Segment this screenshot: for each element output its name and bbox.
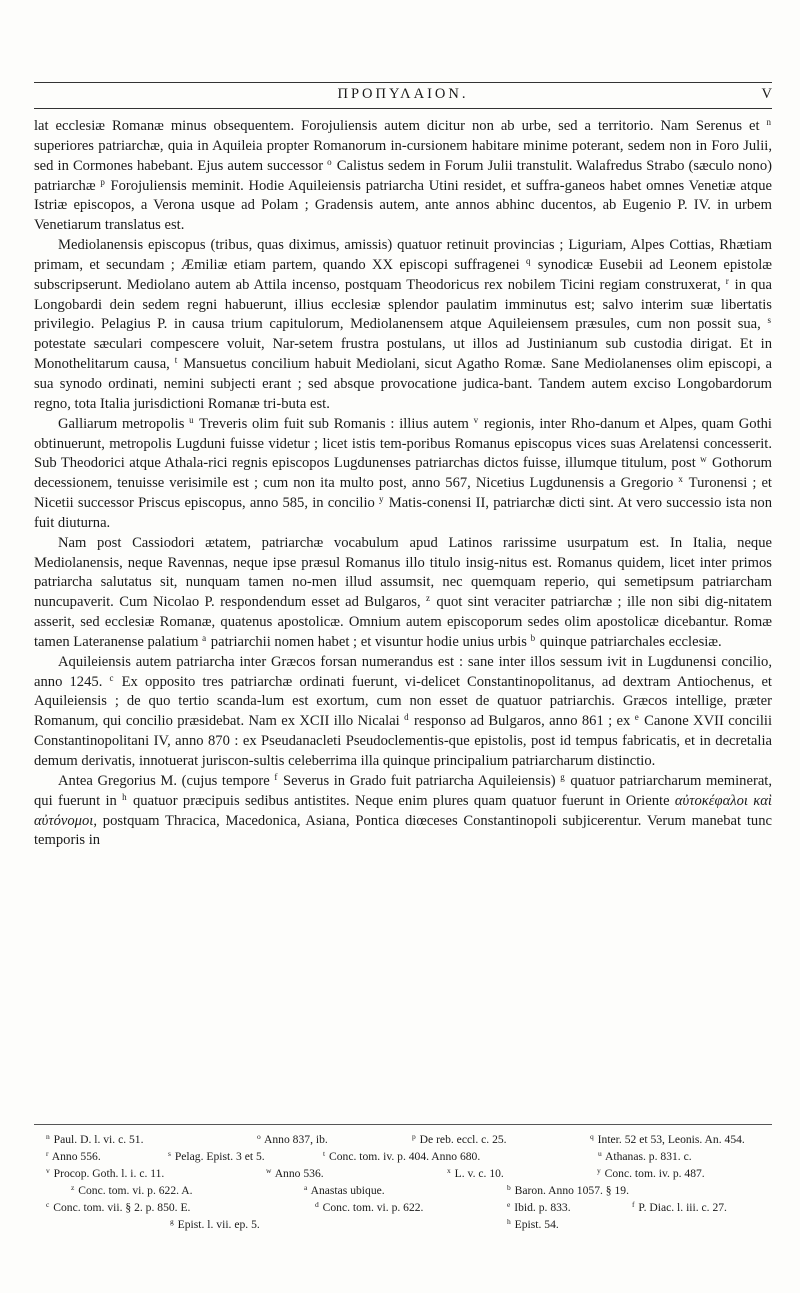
footnote: $^f$ P. Diac. l. iii. c. 27. xyxy=(632,1200,727,1214)
text-run: Aquileiensis autem patriarcha inter Græcos forsan numerandus est : sane inter illos sessum ivit in Lugdunensi concilio, anno 1245. xyxy=(34,653,772,690)
footnote: $^r$ Anno 556. xyxy=(46,1149,101,1163)
footnote: $^s$ Pelag. Epist. 3 et 5. xyxy=(168,1149,265,1163)
footnotes xyxy=(34,1131,772,1233)
paragraph xyxy=(34,534,772,653)
footnote-row xyxy=(34,1216,772,1233)
paragraph xyxy=(34,236,772,415)
footnote: $^g$ Epist. l. vii. ep. 5. xyxy=(170,1217,260,1231)
footnote: $^p$ De reb. eccl. c. 25. xyxy=(412,1132,507,1146)
footnote-marker: a xyxy=(202,632,207,643)
text-run: Antea Gregorius M. (cujus tempore xyxy=(58,772,275,789)
text-run: Severus in Grado fuit patriarcha Aquileiensis) xyxy=(278,772,561,789)
text-run: patriarchii nomen habet ; et visuntur hodie unius urbis xyxy=(207,633,531,650)
text-run: lat ecclesiæ Romanæ minus obsequentem. Forojuliensis autem dicitur non ab urbe, sed a territorio. Nam Serenus et xyxy=(34,118,767,134)
footnote: $^t$ Conc. tom. iv. p. 404. Anno 680. xyxy=(323,1149,481,1163)
header-rule xyxy=(34,108,772,109)
footnote: $^x$ L. v. c. 10. xyxy=(447,1166,504,1180)
text-run: in qua Longobardi dein sedem regni habuerunt, illius ecclesiæ splendor paulatim imminutus est; salvo interim suæ libertatis privilegio. Pelagius P. in causa trium capitulorum, Mediolanensem atque Aquileiensem præsules, cum non possit sua, xyxy=(34,276,772,333)
greek-phrase: αὐτοκέφαλοι καὶ αὐτόνομοι xyxy=(34,792,772,829)
text-run: quot sint veraciter patriarchæ ; ille non sibi dig-nitatem asserit, sed ecclesiæ Romanæ, quatenus apostolicæ. Omnium autem episcoporum sedes olim apostolicæ dicebantur. Romæ tamen Lateranense palatium xyxy=(34,594,772,650)
text-run: quinque patriarchales ecclesiæ. xyxy=(536,633,722,650)
text-run: Mansuetus concilium habuit Mediolani, sicut Agatho Romæ. Sane Mediolanenses olim episcopi, a sua synodo ordinati, nemini subjecti erant ; sed absque provocatione judica-bant. Tandem autem exciso Longobardorum regno, tota Italia jurisdictioni Romanæ tri-buta est. xyxy=(34,356,773,412)
footnote: $^h$ Epist. 54. xyxy=(507,1217,559,1231)
footnote: $^w$ Anno 536. xyxy=(266,1166,324,1180)
paragraph xyxy=(34,653,772,772)
footnote-marker: s xyxy=(767,315,771,326)
text-run: Gothorum decessionem, tenuisse verisimile est ; cum non ita multo post, anno 567, Nicetius Lugdunensis a Gregorio xyxy=(34,455,772,492)
footnote-marker: d xyxy=(404,712,409,723)
footnote-marker: w xyxy=(700,454,707,465)
text-run: responso ad Bulgaros, anno 861 ; ex xyxy=(409,713,635,730)
main-text xyxy=(34,117,772,851)
footnote-marker: r xyxy=(725,275,729,286)
footnote-rule xyxy=(34,1124,772,1125)
footnote: $^q$ Inter. 52 et 53, Leonis. An. 454. xyxy=(590,1132,745,1146)
running-header xyxy=(34,86,772,108)
footnote-marker: p xyxy=(100,176,105,187)
footnote-marker: v xyxy=(473,414,479,425)
text-run: potestate sæculari compescere voluit, Nar-setem frustra postulans, ut illos ad Justinianum sub custodia dirigat. Et in Monothelitarum causa, xyxy=(34,336,772,373)
footnote-row xyxy=(34,1182,772,1199)
text-run: Matis-conensi II, patriarchæ dicti sint. At vero successio ista non fuit diuturna. xyxy=(34,495,772,531)
footnote-marker: t xyxy=(174,355,178,366)
footnote: $^e$ Ibid. p. 833. xyxy=(507,1200,571,1214)
footnote-row xyxy=(34,1131,772,1148)
footnote-marker: x xyxy=(678,474,683,485)
text-run: regionis, inter Rho-danum et Alpes, quam Gothi obtinuerunt, metropolis Lugduni fuisse videtur ; licet istis tem-poribus Romanus episcopus vices suas Arelatensi concesserit. Sub Theodorici atque Athala-rici regnis episcopos Lugdunenses patriarchas dictos fuisse, illumque titulum, post xyxy=(34,415,772,472)
footnote-marker: u xyxy=(189,414,194,425)
paragraph xyxy=(34,117,772,236)
footnote-marker: z xyxy=(426,593,430,604)
footnote: $^z$ Conc. tom. vi. p. 622. A. xyxy=(71,1183,193,1197)
footnote: $^b$ Baron. Anno 1057. § 19. xyxy=(507,1183,629,1197)
footnote-marker: f xyxy=(274,771,278,782)
footnote-row xyxy=(34,1199,772,1216)
text-run: Turonensi ; et Nicetii successor Priscus episcopus, anno 585, in concilio xyxy=(34,475,772,512)
page-number: V xyxy=(761,86,772,102)
footnote: $^y$ Conc. tom. iv. p. 487. xyxy=(597,1166,705,1180)
text-run: , postquam Thracica, Macedonica, Asiana, Pontica diœceses Constantinopoli subjicerentur. Verum manebat tunc temporis in xyxy=(34,812,772,849)
text-run: Treveris olim fuit sub Romanis : illius autem xyxy=(194,415,474,432)
text-run: Nam post Cassiodori ætatem, patriarchæ vocabulum apud Latinos rarissime usurpatum est. In Italia, neque Mediolanensis, neque Ravennas, neque ipse præsul Romanus illo titulo insig-nitus est. Romanus quidem, licet inter primos patriarcha salutatus sit, nunquam tamen no-men illud assumsit, nec quemquam reperio, qui semetipsum patriarcham nuncupaverit. Cum Nicolao P. respondendum esset ad Bulgaros, xyxy=(34,534,772,611)
paragraph xyxy=(34,415,772,534)
text-run: Galliarum metropolis xyxy=(58,415,190,432)
footnote-marker: o xyxy=(327,156,332,167)
text-run: Forojuliensis meminit. Hodie Aquileiensis patriarcha Utini residet, et suffra-ganeos habet omnes Venetiæ atque Istriæ episcopos, a Verona usque ad Polam ; Gradensis autem, ante annos abhinc ducentos, ab Eugenio P. IV. in urbem Venetiarum translatus est. xyxy=(34,177,772,234)
footnote: $^d$ Conc. tom. vi. p. 622. xyxy=(315,1200,424,1214)
footnote-marker: q xyxy=(525,255,531,266)
footnote: $^c$ Conc. tom. vii. § 2. p. 850. E. xyxy=(46,1200,191,1214)
footnote-row xyxy=(34,1165,772,1182)
footnote-marker: c xyxy=(109,672,114,683)
footnote-marker: y xyxy=(379,494,384,505)
footnote-marker: h xyxy=(122,791,127,802)
text-run: quatuor præcipuis sedibus antistites. Neque enim plures quam quatuor fuerunt in Oriente xyxy=(127,792,675,809)
text-run: Mediolanensis episcopus (tribus, quas diximus, amissis) quatuor retinuit provincias ; Liguriam, Alpes Cottias, Rhætiam primam, et secundam ; Æmiliæ etiam partem, quando XX episcopi suffragenei xyxy=(34,237,772,273)
footnote-marker: n xyxy=(766,117,771,127)
footnote: $^a$ Anastas ubique. xyxy=(304,1183,385,1197)
footnote: $^u$ Athanas. p. 831. c. xyxy=(598,1149,692,1163)
running-title: ΠΡΟΠΥΛΑΙΟΝ. xyxy=(337,86,469,102)
footnote: $^n$ Paul. D. l. vi. c. 51. xyxy=(46,1132,144,1146)
text-run: Calistus sedem in Forum Julii transtulit. Walafredus Strabo (sæculo nono) patriarchæ xyxy=(34,157,772,194)
text-run: synodicæ Eusebii ad Leonem epistolæ subscripserunt. Mediolano autem ab Attila incenso, postquam Theodoricus rex nobilem Ticini regiam construxerat, xyxy=(34,256,773,293)
footnote-marker: e xyxy=(634,712,639,723)
text-run: Ex opposito tres patriarchæ ordinati fuerunt, vi-delicet Constantinopolitanus, ad dextram Antiochenus, et Aquileiensis ; de quo tertio scanda-lum est exortum, cum non esset de quatuor patriarchis. Græcos intellige, præter Romanum, qui concilio præsidebat. Nam ex XCII illo Nicalai xyxy=(34,673,772,730)
top-rule xyxy=(34,82,772,83)
footnote-marker: g xyxy=(560,771,565,782)
text-run: Canone XVII concilii Constantinopolitani IV, anno 870 : ex Pseudanacleti Pseudoclementis-que epistolis, post id tempus fabricatis, et in decretalia demum derivatis, innotuerat juriscon-sultis celeberrima illa quinque principalium patriarcharum distinctio. xyxy=(34,713,772,769)
footnote: $^o$ Anno 837, ib. xyxy=(257,1132,328,1146)
footnote-row xyxy=(34,1148,772,1165)
text-run: quatuor patriarcharum meminerat, qui fuerunt in xyxy=(34,772,772,809)
text-run: superiores patriarchæ, quia in Aquileia propter Romanorum in-cursionem habitare minime poterant, sedem non in Foro Julii, sed in Cormones habebant. Ejus autem successor xyxy=(34,137,772,174)
footnote: $^v$ Procop. Goth. l. i. c. 11. xyxy=(46,1166,165,1180)
paragraph xyxy=(34,772,772,851)
footnote-marker: b xyxy=(530,632,536,643)
